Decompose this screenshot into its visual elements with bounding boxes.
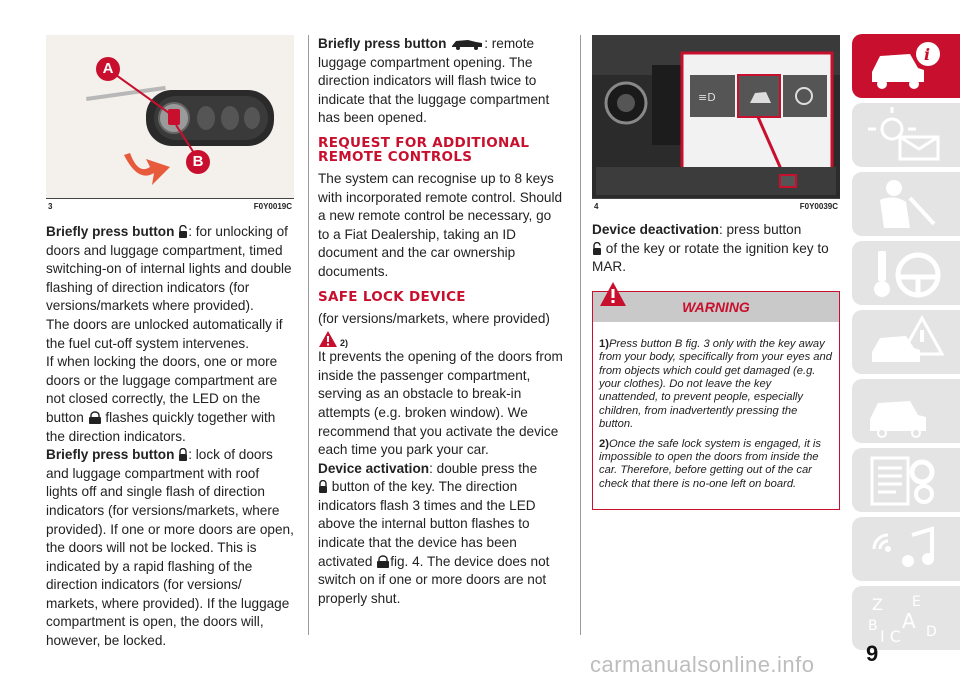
lock-icon [88,411,102,424]
warning-triangle-icon [599,281,627,307]
figure-4 [592,35,840,199]
settings-list-icon [866,452,946,508]
tab-lights-messages[interactable] [852,103,960,167]
watermark: carmanualsonline.info [590,652,815,677]
bold-label: Device activation [318,460,430,476]
tab-multimedia[interactable] [852,517,960,581]
text: flashes quickly together with the direction indicators. [46,409,276,444]
svg-text:D: D [926,624,937,640]
text: of the key or rotate the ignition key to MAR. [592,240,829,275]
lock-icon [178,448,188,461]
figure-number: 3 [48,202,53,211]
car-service-icon [866,383,946,439]
text: : remote luggage compartment opening. The direction indicators will flash twice to indicate that the luggage compartment has been opened. [318,36,550,126]
tab-technical-data[interactable] [852,448,960,512]
text: fig. 4. The device does not switch on if one or more doors are not properly shut. [318,553,550,606]
figure-code: F0Y0019C [253,202,292,211]
warning-title: WARNING [682,298,750,315]
warning-number: 1) [599,337,609,350]
lock-icon [318,480,328,493]
column-3 [592,35,840,510]
text: : press button [718,222,802,237]
svg-text:I C: I C [880,627,901,646]
figure-number: 4 [594,202,599,211]
column-1 [46,35,294,651]
text: : lock of doors and luggage compartment with roof lights off and single flash of direction indicators (for versions/markets, where provided). If one or more doors are open, the doors will not be locked. This is indicated by a rapid flashing of the direction indicators (for versions/ markets, where provided). If the luggage compartment is open, the doors will, however, be locked. [46,447,294,649]
text: Press button B fig. 3 only with the key away from your body, specifically from your eyes and from objects which could get damaged (e.g. your clothes). Do not leave the key unattended, to prevent people, especially children, from inadvertently pressing the button. [599,337,832,431]
bold-label: Briefly press button [46,224,175,239]
figure-3 [46,35,294,199]
warning-box [592,291,840,510]
warning-body [593,322,839,509]
tab-car-info[interactable] [852,34,960,98]
tab-service[interactable] [852,379,960,443]
paragraph-lock [46,446,294,651]
multimedia-icon [866,521,946,577]
warning-item [599,438,833,492]
paragraph-deactivation [592,221,840,277]
column-divider [308,35,309,635]
text: Once the safe lock system is engaged, it is impossible to open the doors from inside the car. Therefore, before getting out of the car check that there is no-one left on board. [599,437,821,490]
chapter-sidebar [852,34,960,655]
key-fob-illustration [46,35,294,198]
paragraph-fuel-cutoff: The doors are unlocked automatically if the fuel cut-off system intervenes. [46,316,283,351]
figure-caption [592,202,840,211]
bold-label: Device deactivation [592,222,719,237]
svg-text:B: B [868,618,878,634]
svg-text:E: E [912,594,921,610]
unlock-icon [178,225,188,238]
figure-code: F0Y0039C [799,202,838,211]
lock-icon [376,555,390,568]
airbag-seat-icon [866,176,946,232]
svg-text:≡D: ≡D [698,91,716,104]
tab-emergency[interactable] [852,310,960,374]
paragraph-trunk [318,35,566,128]
heading-request-remote: REQUEST FOR ADDITIONAL REMOTE CONTROLS [318,134,530,165]
dashboard-panel-illustration [592,35,840,198]
car-info-icon [866,38,946,94]
warning-number: 2) [599,437,609,450]
paragraph-versions: (for versions/markets, where provided) [318,310,550,326]
key-steering-icon [866,245,946,301]
text: : double press the [429,460,538,476]
column-divider [580,35,581,635]
svg-text:A: A [902,609,916,633]
figure-caption [46,202,294,211]
callout-b: B [186,150,210,174]
paragraph-activation [318,460,566,609]
unlock-icon [592,242,602,255]
page-number: 9 [866,641,879,666]
lights-message-icon [866,107,946,163]
tab-safety[interactable] [852,172,960,236]
tab-starting-driving[interactable] [852,241,960,305]
bold-label: Briefly press button [46,447,175,463]
callout-a: A [96,57,120,81]
svg-text:Z: Z [872,595,883,614]
paragraph-led [46,353,294,446]
warning-note-ref [318,330,566,348]
warning-triangle-icon [318,330,338,348]
text: If when locking the doors, one or more doors or the luggage compartment are not closed correctly, the LED on the button [46,354,278,425]
paragraph-remote-controls: The system can recognise up to 8 keys with incorporated remote control. Should a new remote control be necessary, go to a Fiat Dealership, taking an ID document and the car ownership documents. [318,170,563,279]
text: : for unlocking of doors and luggage compartment, timed switching-on of internal lights and double flashing of direction indicators (for versions/markets where provided). [46,224,292,314]
column-2 [318,35,566,608]
trunk-icon [450,36,484,50]
svg-text:i: i [924,45,931,64]
note-ref[interactable]: 2) [340,338,349,349]
warning-header [593,292,839,322]
warning-item [599,338,833,432]
paragraph-safe-lock: It prevents the opening of the doors from inside the passenger compartment, serving as an obstacle to break-in attempts (e.g. broken window). We recommend that you activate the device each time you park your car. [318,349,563,458]
alphabet-index-icon [866,590,946,646]
text: button of the key. The direction indicators flash 3 times and the LED above the internal button flashes to indicate that the device has been activated [318,479,536,569]
bold-label: Briefly press button [318,36,447,51]
car-warning-icon [866,314,946,370]
heading-safe-lock: SAFE LOCK DEVICE [318,288,466,305]
paragraph-unlock [46,223,294,316]
